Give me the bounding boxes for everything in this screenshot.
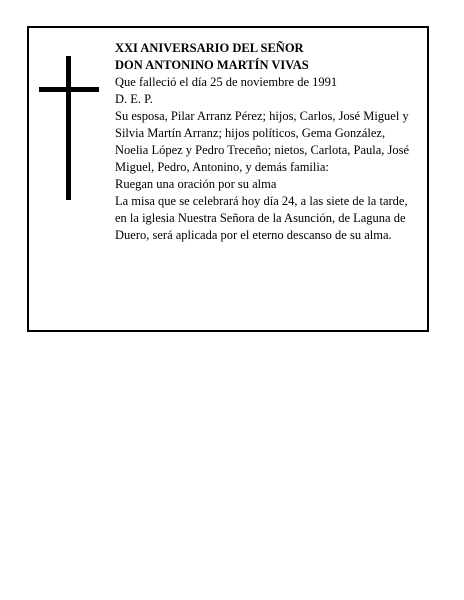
notice-text xyxy=(115,40,417,244)
rip-line: D. E. P. xyxy=(115,92,153,106)
cross-icon xyxy=(39,56,99,200)
cross-horizontal-bar xyxy=(39,87,99,92)
obituary-notice xyxy=(27,26,429,332)
mass-paragraph: La misa que se celebrará hoy día 24, a las siete de la tarde, en la iglesia Nuestra Señora de la Asunción, de Laguna de Duero, será aplicada por el eterno descanso de su alma. xyxy=(115,194,408,242)
anniversary-heading: XXI ANIVERSARIO DEL SEÑOR xyxy=(115,41,304,55)
cross-vertical-bar xyxy=(66,56,71,200)
family-paragraph: Su esposa, Pilar Arranz Pérez; hijos, Carlos, José Miguel y Silvia Martín Arranz; hijos políticos, Gema González, Noelia López y Pedro Treceño; nietos, Carlota, Paula, José Miguel, Pedro, Antonino, y demás familia: xyxy=(115,109,410,174)
death-date-line: Que falleció el día 25 de noviembre de 1991 xyxy=(115,75,338,89)
deceased-name: DON ANTONINO MARTÍN VIVAS xyxy=(115,58,309,72)
prayer-request: Ruegan una oración por su alma xyxy=(115,177,277,191)
